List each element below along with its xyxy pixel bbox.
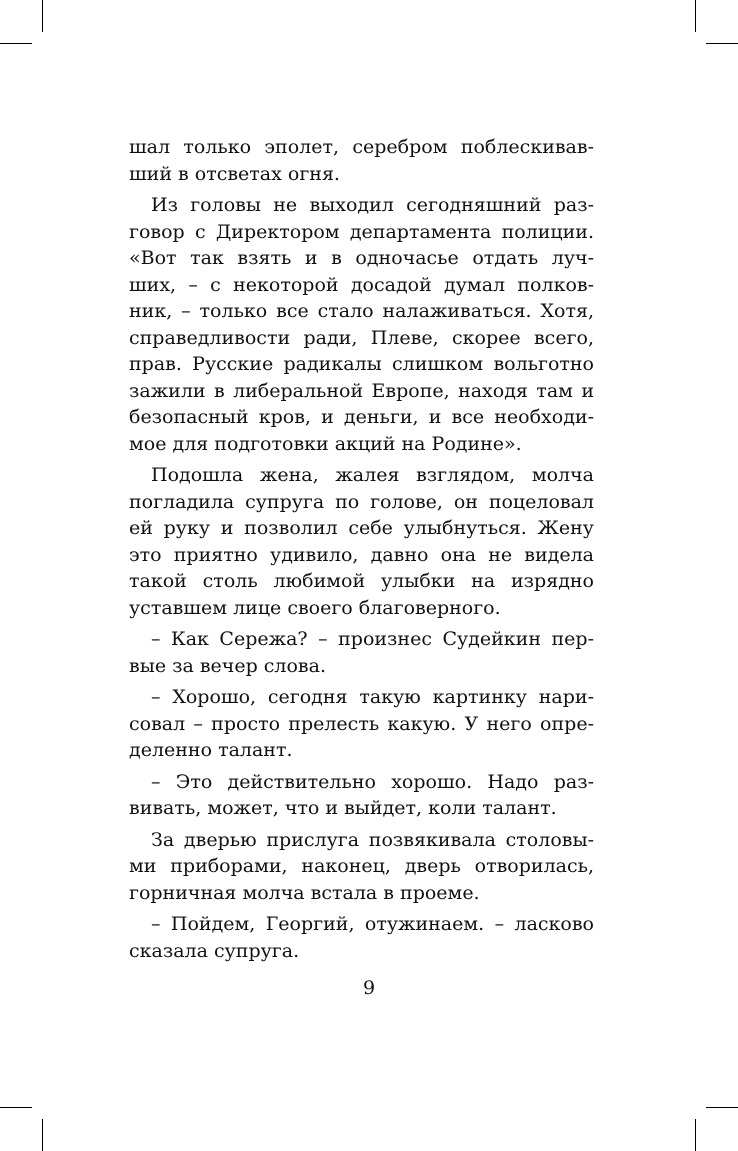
text-line: Подошла жена, жалея взглядом, молча — [151, 464, 594, 486]
page-body-text — [129, 134, 594, 964]
text-line: прав. Русские радикалы слишком вольготно — [129, 353, 594, 375]
text-line: говор с Директором департамента полиции. — [129, 220, 594, 243]
text-line: такой столь любимой улыбки на изрядно — [129, 570, 594, 592]
crop-mark-bottom-right-vertical — [695, 1119, 696, 1151]
text-line: безопасный кров, и деньги, и все необходи- — [129, 406, 594, 428]
crop-mark-top-right-horizontal — [706, 43, 738, 44]
text-line: горничная молча встала в проеме. — [129, 881, 480, 904]
paragraph — [129, 684, 594, 764]
text-line: За дверью прислуга позвякивала столовы- — [151, 828, 594, 851]
text-line: – Это действительно хорошо. Надо раз- — [151, 770, 594, 793]
crop-mark-top-left-horizontal — [0, 43, 32, 44]
crop-mark-bottom-right-horizontal — [706, 1107, 738, 1108]
paragraph — [129, 134, 594, 187]
text-line: ший в отсветах огня. — [129, 162, 340, 185]
text-line: погладила супруга по голове, он поцеловал — [129, 490, 594, 513]
text-line: ник, – только все стало налаживаться. Хотя, — [129, 300, 594, 322]
text-line: Из головы не выходил сегодняшний раз- — [151, 194, 594, 216]
page-number: 9 — [362, 977, 376, 999]
paragraph — [129, 192, 594, 457]
paragraph — [129, 769, 594, 822]
text-line: это приятно удивило, давно она не видела — [129, 543, 594, 566]
text-line: сказала супруга. — [129, 939, 300, 962]
crop-mark-bottom-left-vertical — [42, 1119, 43, 1151]
text-line: ших, – с некоторой досадой думал полков- — [129, 273, 594, 296]
paragraph — [129, 827, 594, 907]
crop-mark-top-right-vertical — [695, 0, 696, 32]
crop-mark-bottom-left-horizontal — [0, 1107, 32, 1108]
crop-mark-top-left-vertical — [42, 0, 43, 32]
paragraph — [129, 911, 594, 964]
text-line: справедливости ради, Плеве, скорее всего, — [129, 326, 594, 349]
text-line: – Как Сережа? – произнес Судейкин пер- — [151, 628, 594, 650]
text-line: «Вот так взять и в одночасье отдать луч- — [129, 247, 594, 269]
text-line: – Пойдем, Георгий, отужинаем. – ласково — [151, 913, 594, 935]
paragraph — [129, 462, 594, 621]
text-line: деленно талант. — [129, 739, 293, 761]
text-line: ми приборами, наконец, дверь отворилась, — [129, 855, 594, 877]
paragraph — [129, 626, 594, 679]
text-line: шал только эполет, серебром поблескивав- — [129, 136, 594, 158]
text-line: вивать, может, что и выйдет, коли талант. — [129, 797, 557, 819]
text-line: уставшем лице своего благоверного. — [129, 596, 501, 619]
text-line: мое для подготовки акций на Родине». — [129, 432, 522, 455]
text-line: – Хорошо, сегодня такую картинку нари- — [151, 686, 594, 708]
text-line: вые за вечер слова. — [129, 654, 326, 677]
text-line: ей руку и позволил себе улыбнуться. Жену — [129, 517, 594, 539]
text-line: зажили в либеральной Европе, находя там и — [129, 379, 594, 402]
text-line: совал – просто прелесть какую. У него опре- — [129, 712, 594, 735]
